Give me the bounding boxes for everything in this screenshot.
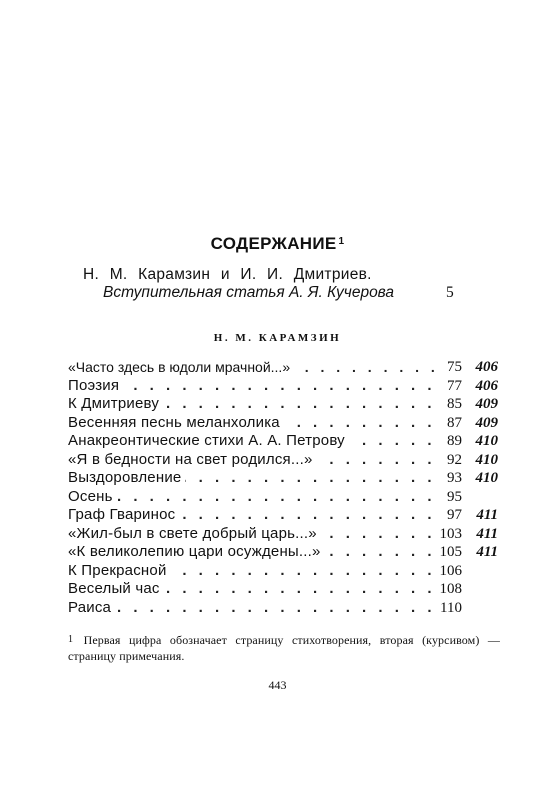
toc-entry-title-wrap: [68, 432, 434, 451]
toc-entry-title: К Дмитриеву: [68, 395, 163, 412]
toc-entry-page: 103: [439, 525, 462, 542]
toc-entry-note-page: 410: [475, 433, 498, 449]
toc-entry-page: 75: [447, 359, 462, 375]
toc-entry: [68, 395, 498, 414]
footnote-mark: 1: [68, 634, 74, 645]
toc-entry: [68, 562, 498, 581]
toc-entry: [68, 432, 498, 451]
intro-authors: Н. М. Карамзин и И. И. Дмитриев.: [83, 266, 372, 283]
toc-entry-title: Выздоровление: [68, 469, 185, 486]
toc-entry-note-page: 409: [475, 414, 498, 431]
toc-entry-page: 97: [447, 507, 462, 523]
footnote-text: Первая цифра обозначает страницу стихотворения, вторая (курсивом) — страницу примечания.: [68, 633, 500, 663]
toc-entry-title: Поэзия: [68, 377, 123, 394]
toc-entry-title: «Жил-был в свете добрый царь...»: [68, 525, 321, 542]
intro-entry: [83, 266, 503, 302]
toc-entry: [68, 525, 498, 544]
toc-entry-page: 106: [439, 562, 462, 579]
toc-entry-page: 89: [447, 433, 462, 449]
toc-entry: [68, 358, 498, 377]
toc-entry-page: 108: [439, 581, 462, 597]
toc-entry: [68, 488, 498, 507]
toc-entry: [68, 543, 498, 562]
toc-entry: [68, 599, 498, 618]
toc-entry-title-wrap: [68, 543, 434, 562]
intro-article-title: Вступительная статья А. Я. Кучерова: [103, 284, 395, 301]
toc-entry-title-wrap: [68, 414, 434, 433]
toc-entry-title-wrap: [68, 395, 434, 414]
toc-entry-title-wrap: [68, 469, 434, 488]
toc-entry-title: Осень: [68, 488, 117, 505]
section-heading: Н. М. КАРАМЗИН: [213, 332, 342, 344]
toc-entry-title: Анакреонтические стихи А. А. Петрову: [68, 432, 349, 449]
toc-entry-title: «Часто здесь в юдоли мрачной...»: [68, 359, 294, 375]
toc-entry-title-wrap: [68, 377, 434, 396]
toc-entry-title-wrap: [68, 488, 434, 507]
toc-entry-title: Граф Гваринос: [68, 506, 179, 523]
contents-heading: [0, 234, 555, 254]
toc-entry: [68, 580, 498, 599]
toc-entry-page: 87: [447, 414, 462, 431]
toc-entry-title-wrap: [68, 358, 434, 377]
toc-entry-note-page: 410: [475, 470, 498, 486]
toc-entry-title-wrap: [68, 451, 434, 470]
toc-entry: [68, 414, 498, 433]
toc-entry-page: 93: [447, 470, 462, 486]
toc-entry-page: 85: [447, 396, 462, 412]
footnote: [68, 632, 500, 664]
toc-entry: [68, 469, 498, 488]
toc-entry-page: 92: [447, 451, 462, 468]
toc-entry-title-wrap: [68, 506, 434, 525]
toc-entry-title-wrap: [68, 599, 434, 618]
toc-entry-note-page: 409: [475, 396, 498, 412]
toc-entry-page: 77: [447, 377, 462, 394]
page-number: 443: [268, 678, 287, 692]
toc-entry: [68, 377, 498, 396]
intro-article: [103, 284, 503, 302]
toc-entry-title-wrap: [68, 562, 434, 581]
intro-page: 5: [446, 284, 454, 301]
toc-entry-title: Веселый час: [68, 580, 164, 597]
toc-entry-title: Раиса: [68, 599, 115, 616]
table-of-contents: [68, 358, 498, 617]
toc-entry-note-page: 411: [476, 507, 498, 523]
toc-entry-note-page: 410: [475, 451, 498, 468]
toc-entry-title-wrap: [68, 580, 434, 599]
toc-entry-title: Весенняя песнь меланхолика: [68, 414, 284, 431]
toc-entry-note-page: 411: [476, 544, 498, 560]
toc-entry: [68, 506, 498, 525]
toc-entry-page: 110: [440, 599, 462, 616]
toc-entry-note-page: 406: [475, 377, 498, 394]
toc-entry-note-page: 411: [476, 525, 498, 542]
contents-title: СОДЕРЖАНИЕ: [210, 234, 337, 253]
toc-entry-title: «К великолепию цари осуждены...»: [68, 543, 325, 560]
toc-entry-page: 95: [447, 488, 462, 505]
toc-entry: [68, 451, 498, 470]
toc-entry-title-wrap: [68, 525, 434, 544]
heading-footnote-mark: 1: [338, 236, 345, 247]
toc-entry-title: К Прекрасной: [68, 562, 171, 579]
toc-entry-note-page: 406: [475, 359, 498, 375]
toc-entry-title: «Я в бедности на свет родился...»: [68, 451, 317, 468]
toc-entry-page: 105: [439, 544, 462, 560]
